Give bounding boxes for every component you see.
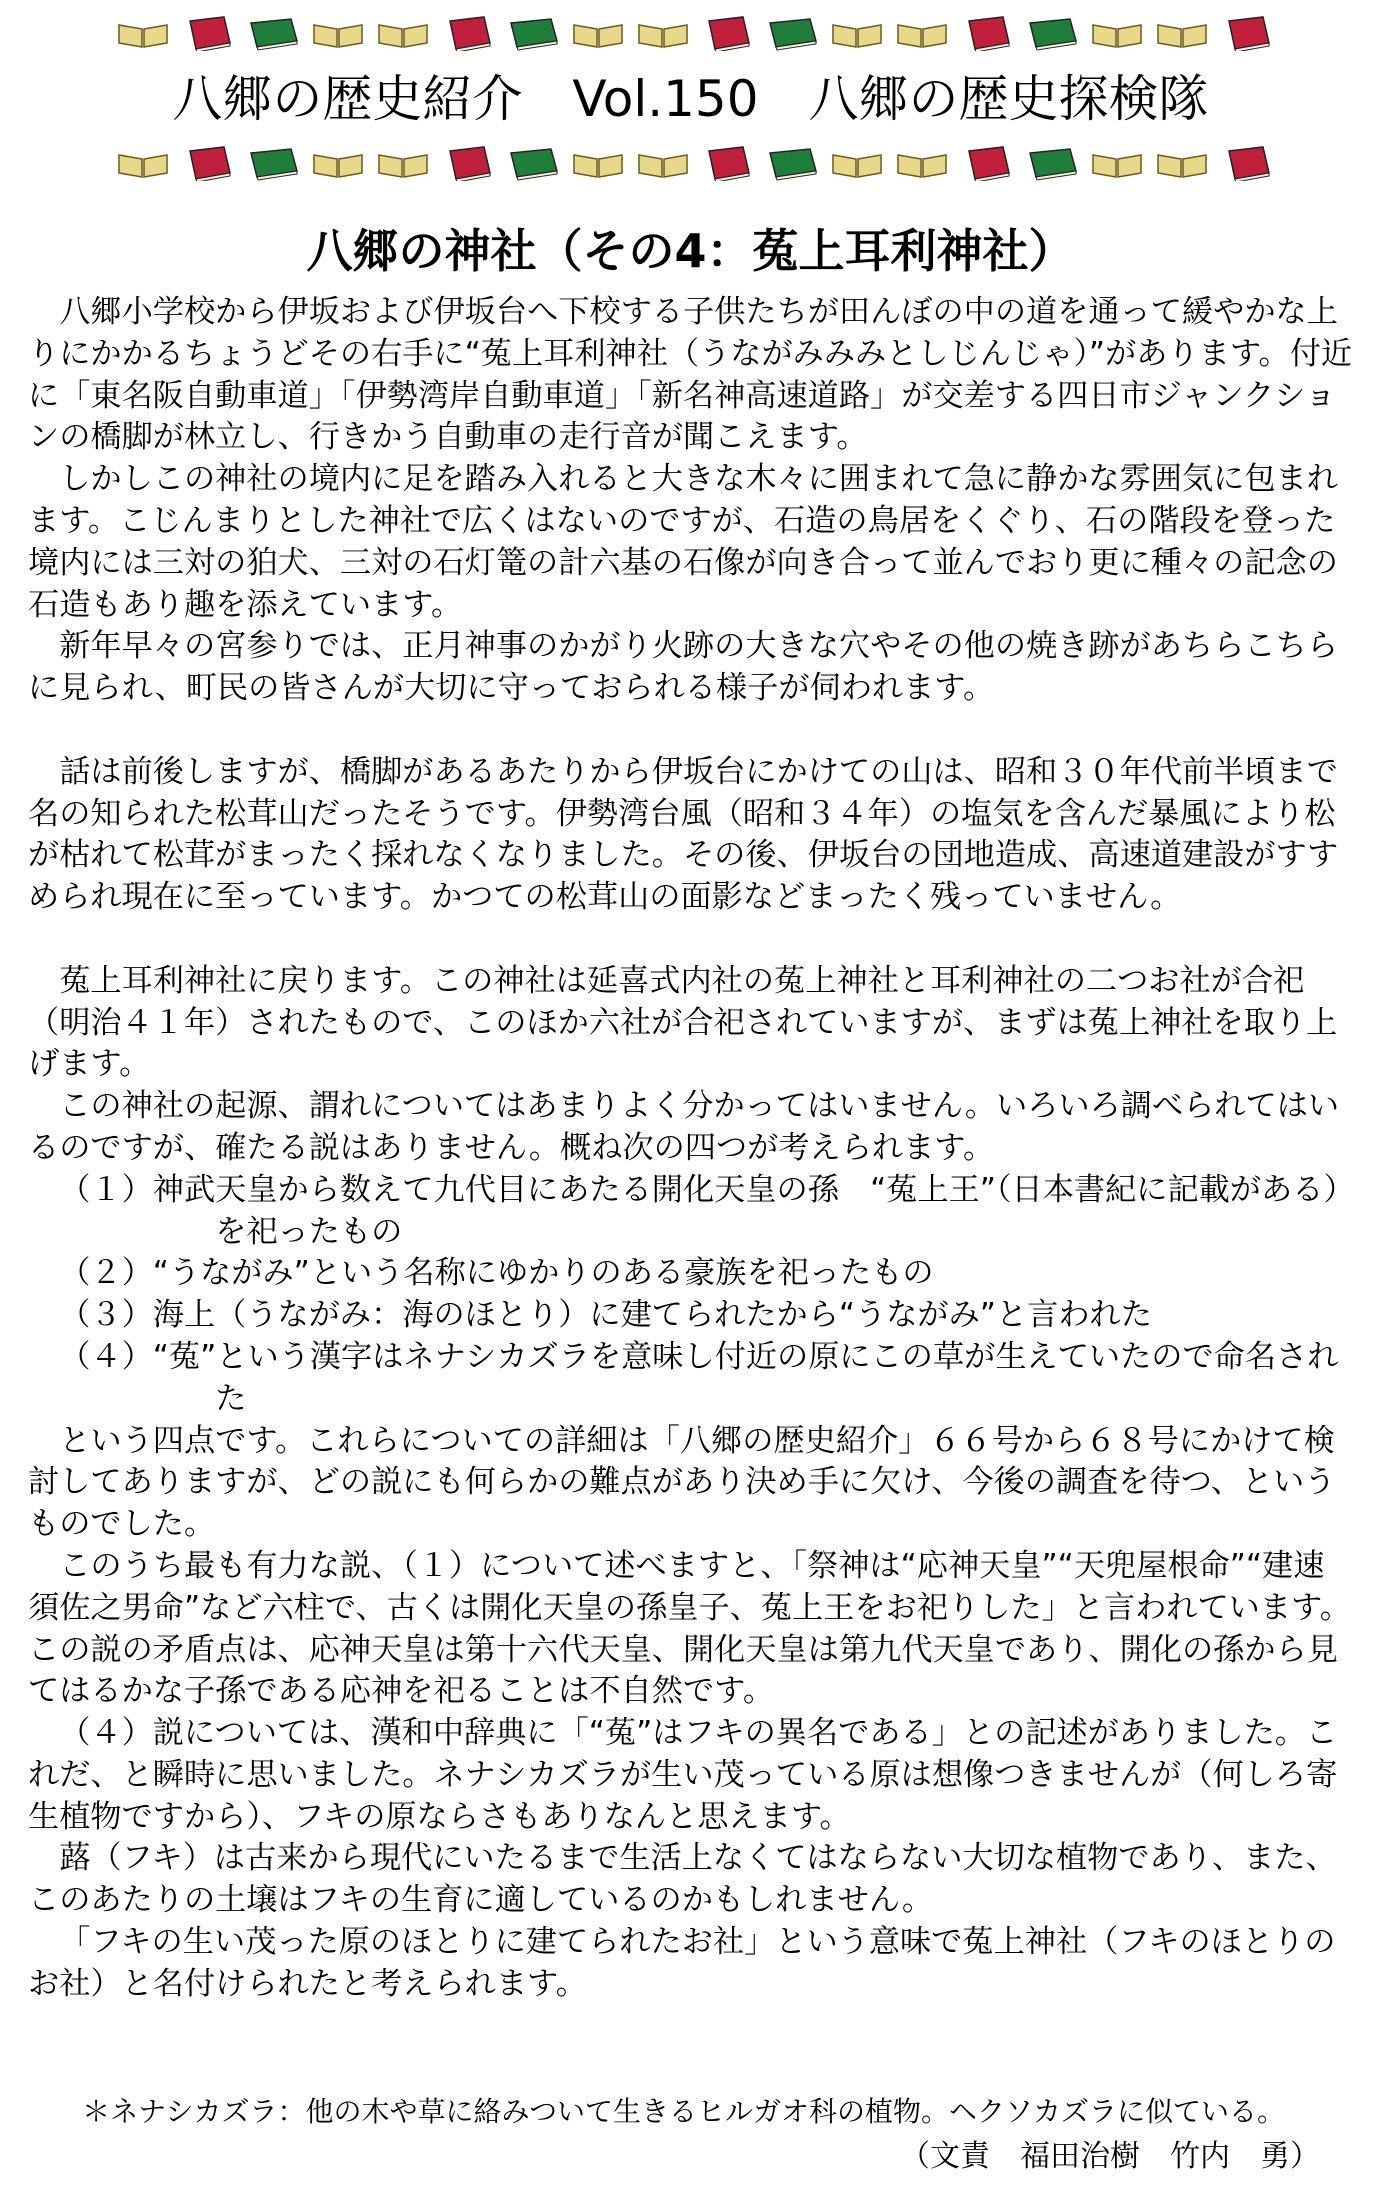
paragraph-gap [28,710,1353,752]
open-book-icon [894,15,950,51]
decorative-book-border-bottom [115,140,1275,186]
paragraph: 「フキの生い茂った原のほとりに建てられたお社」という意味で菟上神社（フキのほとりのお社）と名付けられたと考えられます。 [28,1924,1336,2002]
green-book-icon [245,15,301,51]
paragraph: 話は前後しますが、橋脚があるあたりから伊坂台にかけての山は、昭和３０年代前半頃まで名の知られた松茸山だったそうです。伊勢湾台風（昭和３４年）の塩気を含んだ暴風により松が枯れて松茸がまったく採れなくなりました。その後、伊坂台の団地造成、高速道建設がすすめられ現在に至っています。かつての松茸山の面影などまったく残っていません。 [28,753,1339,916]
red-book-icon [699,15,755,51]
hypothesis-item: （１）神武天皇から数えて九代目にあたる開化天皇の孫 “菟上王”（日本書紀に記載がある）を祀ったもの [59,1171,1339,1250]
hypothesis-item: （４）“菟”という漢字はネナシカズラを意味し付近の原にこの草が生えていたので命名された [59,1338,1339,1417]
green-book-icon [764,145,820,181]
red-book-icon [180,15,236,51]
red-book-icon [1219,15,1275,51]
hypothesis-item: （３）海上（うながみ：海のほとり）に建てられたから“うながみ”と言われた [59,1297,1152,1334]
author-credit: （文責 福田治樹 竹内 勇） [900,2139,1320,2174]
red-book-icon [440,15,496,51]
paragraph: （４）説については、漢和中辞典に「“菟”はフキの異名である」との記述がありました。これだ、と瞬時に思いました。ネナシカズラが生い茂っている原は想像つきませんが（何しろ寄生植物ですから）、フキの原ならさもありなんと思えます。 [28,1715,1338,1835]
green-book-icon [245,145,301,181]
paragraph: このうち最も有力な説、（１）について述べますと、「祭神は“応神天皇”“天兜屋根命”“建速須佐之男命”など六柱で、古くは開化天皇の孫皇子、菟上王をお祀りした」と言われています。この説の矛盾点は、応神天皇は第十六代天皇、開化天皇は第九代天皇であり、開化の孫から見てはるかな子孫である応神を祀ることは不自然です。 [28,1547,1351,1710]
paragraph-gap [28,919,1353,961]
open-book-icon [1089,15,1145,51]
open-book-icon [115,15,171,51]
open-book-icon [375,145,431,181]
open-book-icon [115,145,171,181]
paragraph: 蕗（フキ）は古来から現代にいたるまで生活上なくてはならない大切な植物であり、また、このあたりの土壌はフキの生育に適しているのかもしれません。 [28,1840,1337,1919]
open-book-icon [894,145,950,181]
open-book-icon [310,15,366,51]
green-book-icon [764,15,820,51]
green-book-icon [505,145,561,181]
open-book-icon [1089,145,1145,181]
green-book-icon [505,15,561,51]
paragraph: 菟上耳利神社に戻ります。この神社は延喜式内社の菟上神社と耳利神社の二つお社が合祀（明治４１年）されたもので、このほか六社が合祀されていますが、まずは菟上神社を取り上げます。 [28,962,1338,1083]
paragraph: この神社の起源、謂れについてはあまりよく分かってはいません。いろいろ調べられてはいるのですが、確たる説はありません。概ね次の四つが考えられます。 [28,1088,1340,1166]
red-book-icon [959,15,1015,51]
red-book-icon [180,145,236,181]
green-book-icon [1024,15,1080,51]
decorative-book-border-top [115,10,1275,56]
hypothesis-item: （２）“うながみ”という名称にゆかりのある豪族を祀ったもの [59,1255,934,1292]
red-book-icon [440,145,496,181]
green-book-icon [1024,145,1080,181]
open-book-icon [829,15,885,51]
red-book-icon [959,145,1015,181]
paragraph: という四点です。これらについての詳細は「八郷の歴史紹介」６６号から６８号にかけて検討してありますが、どの説にも何らかの難点があり決め手に欠け、今後の調査を待つ、というものでした。 [28,1422,1336,1543]
open-book-icon [1154,15,1210,51]
footnote: ＊ネナシカズラ：他の木や草に絡みついて生きるヒルガオ科の植物。ヘクソカズラに似ている。 [82,2095,1285,2128]
newsletter-header-title: 八郷の歴史紹介 Vol.150 八郷の歴史探検隊 [172,70,1209,128]
open-book-icon [375,15,431,51]
open-book-icon [635,145,691,181]
article-title: 八郷の神社（その4：菟上耳利神社） [306,224,1075,278]
paragraph: しかしこの神社の境内に足を踏み入れると大きな木々に囲まれて急に静かな雰囲気に包まれます。こじんまりとした神社で広くはないのですが、石造の鳥居をくぐり、石の階段を登った境内には三対の狛犬、三対の石灯篭の計六基の石像が向き合って並んでおり更に種々の記念の石造もあり趣を添えています。 [28,461,1338,623]
article-body [28,292,1353,2006]
paragraph: 新年早々の宮参りでは、正月神事のかがり火跡の大きな穴やその他の焼き跡があちらこちらに見られ、町民の皆さんが大切に守っておられる様子が伺われます。 [28,628,1338,707]
open-book-icon [1154,145,1210,181]
open-book-icon [635,15,691,51]
red-book-icon [1219,145,1275,181]
red-book-icon [699,145,755,181]
open-book-icon [570,145,626,181]
paragraph: 八郷小学校から伊坂および伊坂台へ下校する子供たちが田んぼの中の道を通って緩やかな上りにかかるちょうどその右手に“菟上耳利神社（うながみみみとしじんじゃ）”があります。付近に「東名阪自動車道」「伊勢湾岸自動車道」「新名神高速道路」が交差する四日市ジャンクションの橋脚が林立し、行きかう自動車の走行音が聞こえます。 [28,294,1353,456]
open-book-icon [570,15,626,51]
open-book-icon [829,145,885,181]
open-book-icon [310,145,366,181]
